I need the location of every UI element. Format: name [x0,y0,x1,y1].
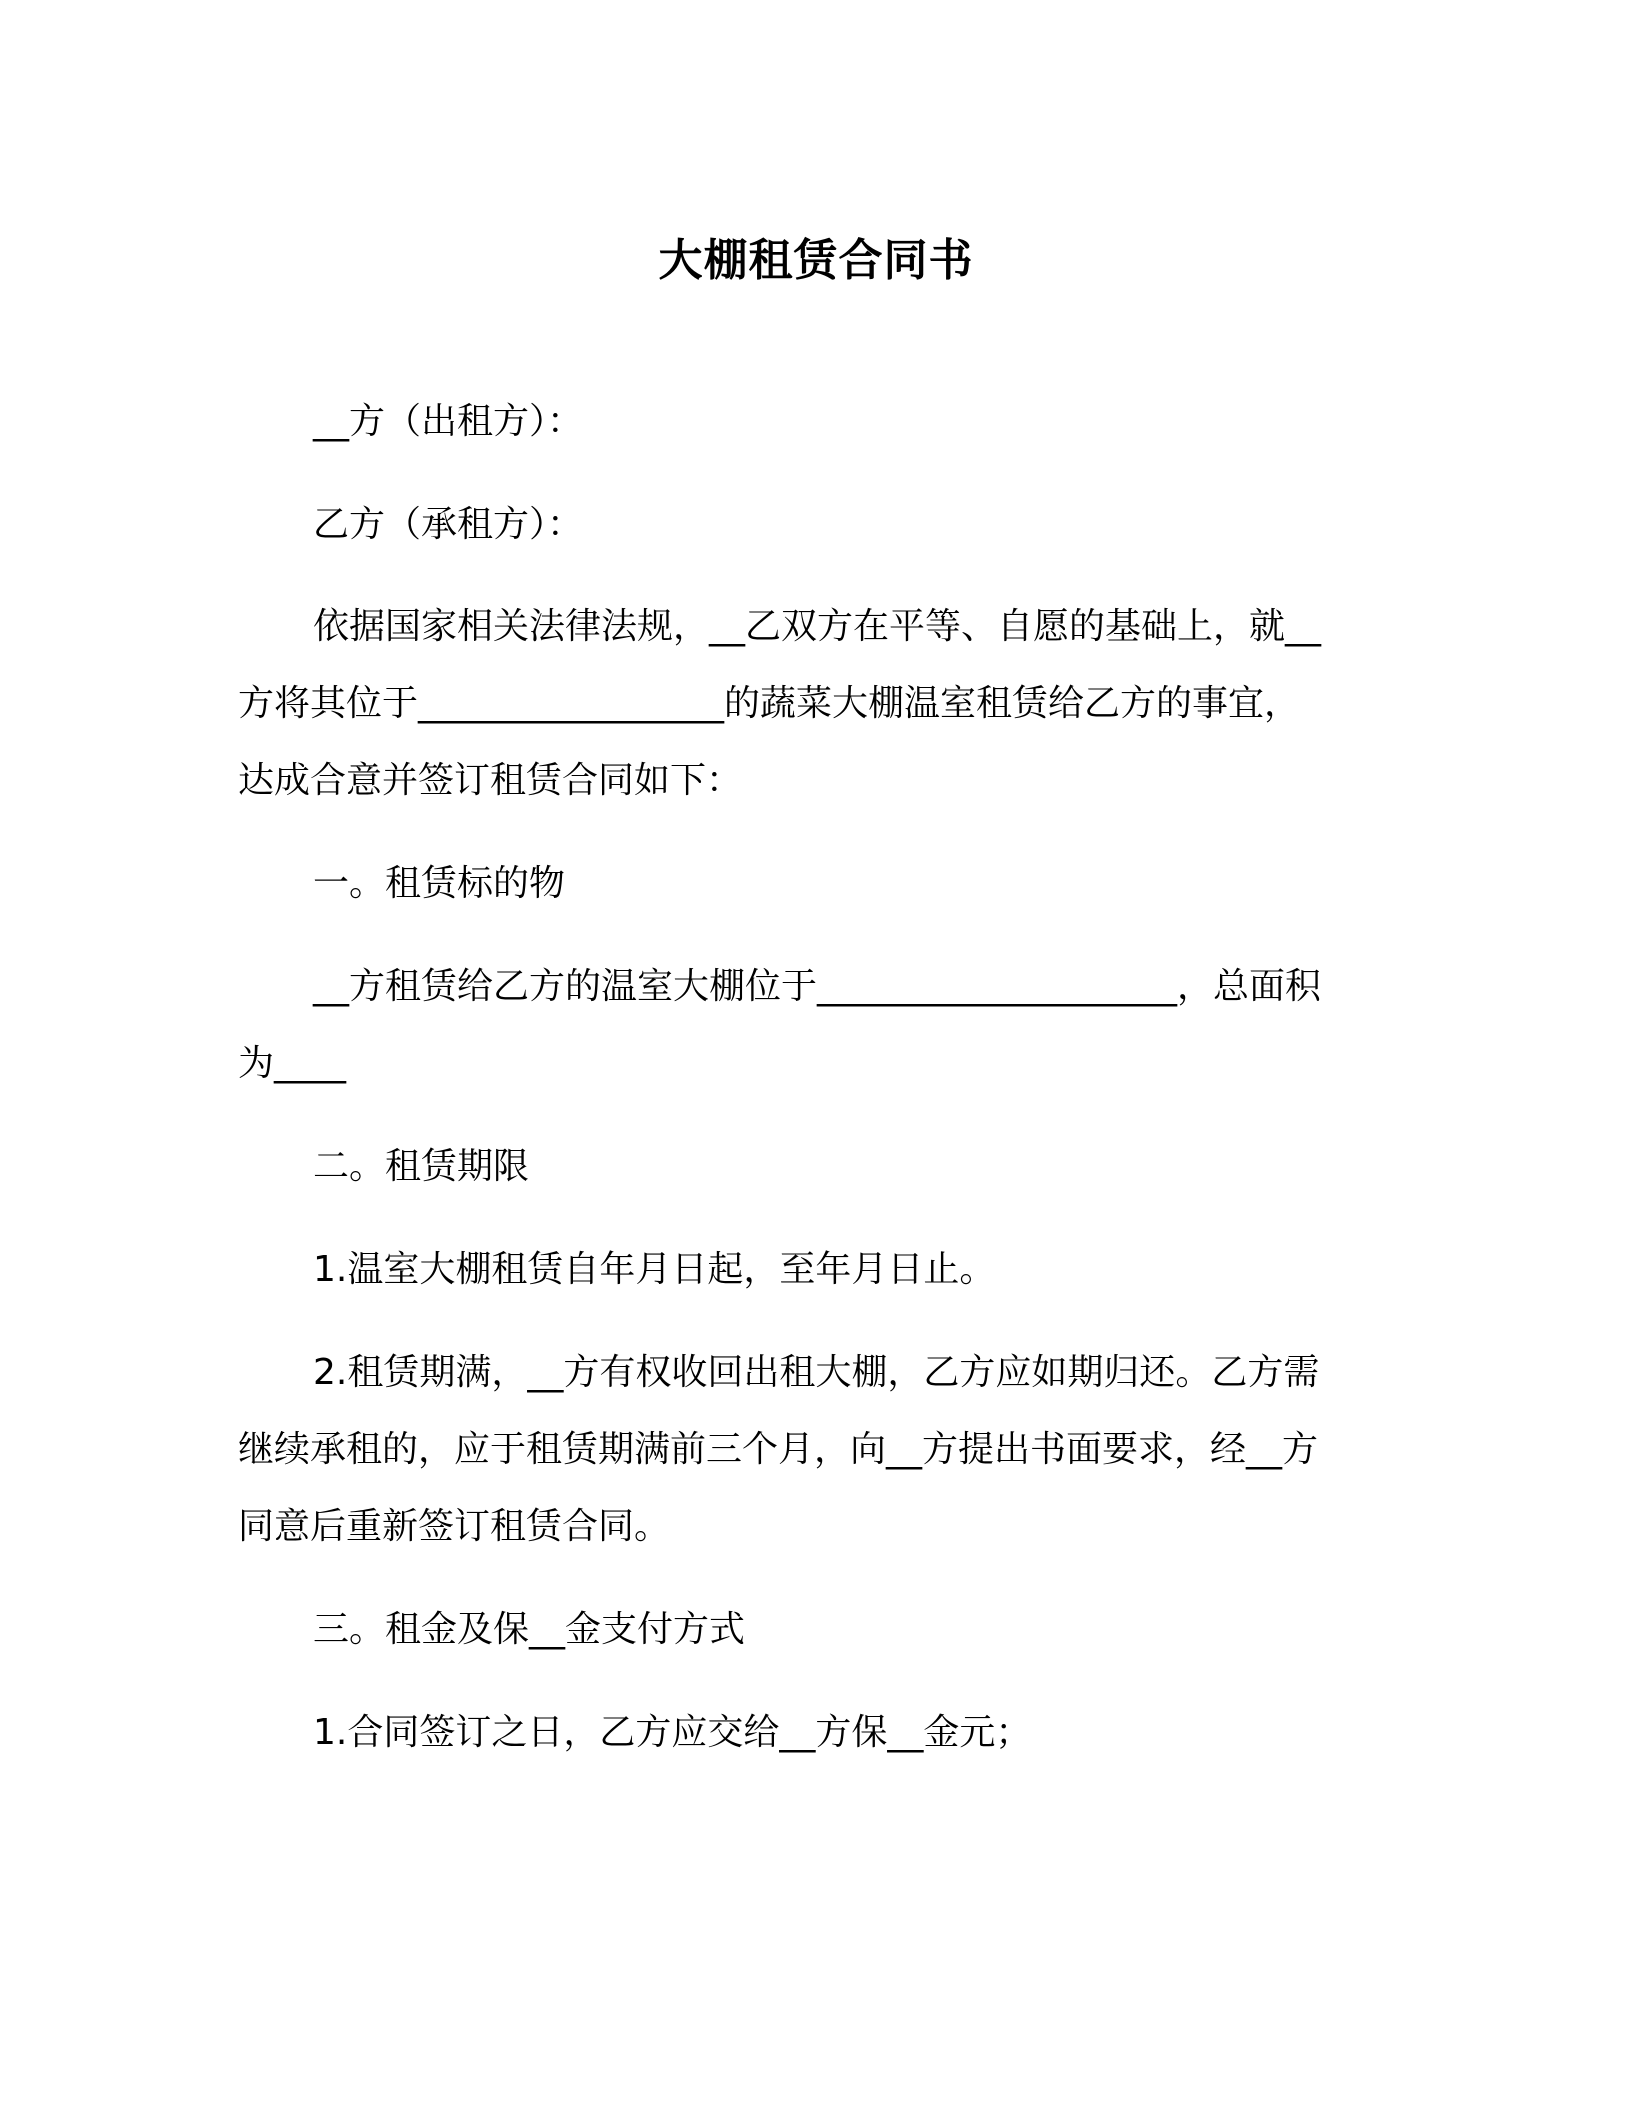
party-b-line: 乙方（承租方）： [313,504,584,545]
section-2-item-1: 1.温室大棚租赁自年月日起，至年月日止。 [313,1249,996,1290]
intro-line-3: 达成合意并签订租赁合同如下： [238,760,743,801]
intro-line-1: 依据国家相关法律法规，__乙双方在平等、自愿的基础上，就__ [313,606,1322,647]
section-1-line-1: __方租赁给乙方的温室大棚位于____________________，总面积 [313,966,1322,1007]
section-3-heading: 三。租金及保__金支付方式 [313,1609,746,1650]
section-2-item-2-line-3: 同意后重新签订租赁合同。 [238,1506,671,1547]
document-title: 大棚租赁合同书 [658,235,974,286]
section-1-line-2: 为____ [238,1043,347,1084]
section-1-heading: 一。租赁标的物 [313,863,566,904]
section-2-item-2-line-1: 2.租赁期满，__方有权收回出租大棚，乙方应如期归还。乙方需 [313,1352,1320,1393]
section-2-item-2-line-2: 继续承租的，应于租赁期满前三个月，向__方提出书面要求，经__方 [238,1429,1319,1470]
section-2-heading: 二。租赁期限 [313,1146,530,1187]
section-3-item-1: 1.合同签订之日，乙方应交给__方保__金元； [313,1712,1032,1753]
party-a-line: __方（出租方）： [313,401,584,442]
intro-line-2: 方将其位于_________________的蔬菜大棚温室租赁给乙方的事宜， [238,683,1301,724]
